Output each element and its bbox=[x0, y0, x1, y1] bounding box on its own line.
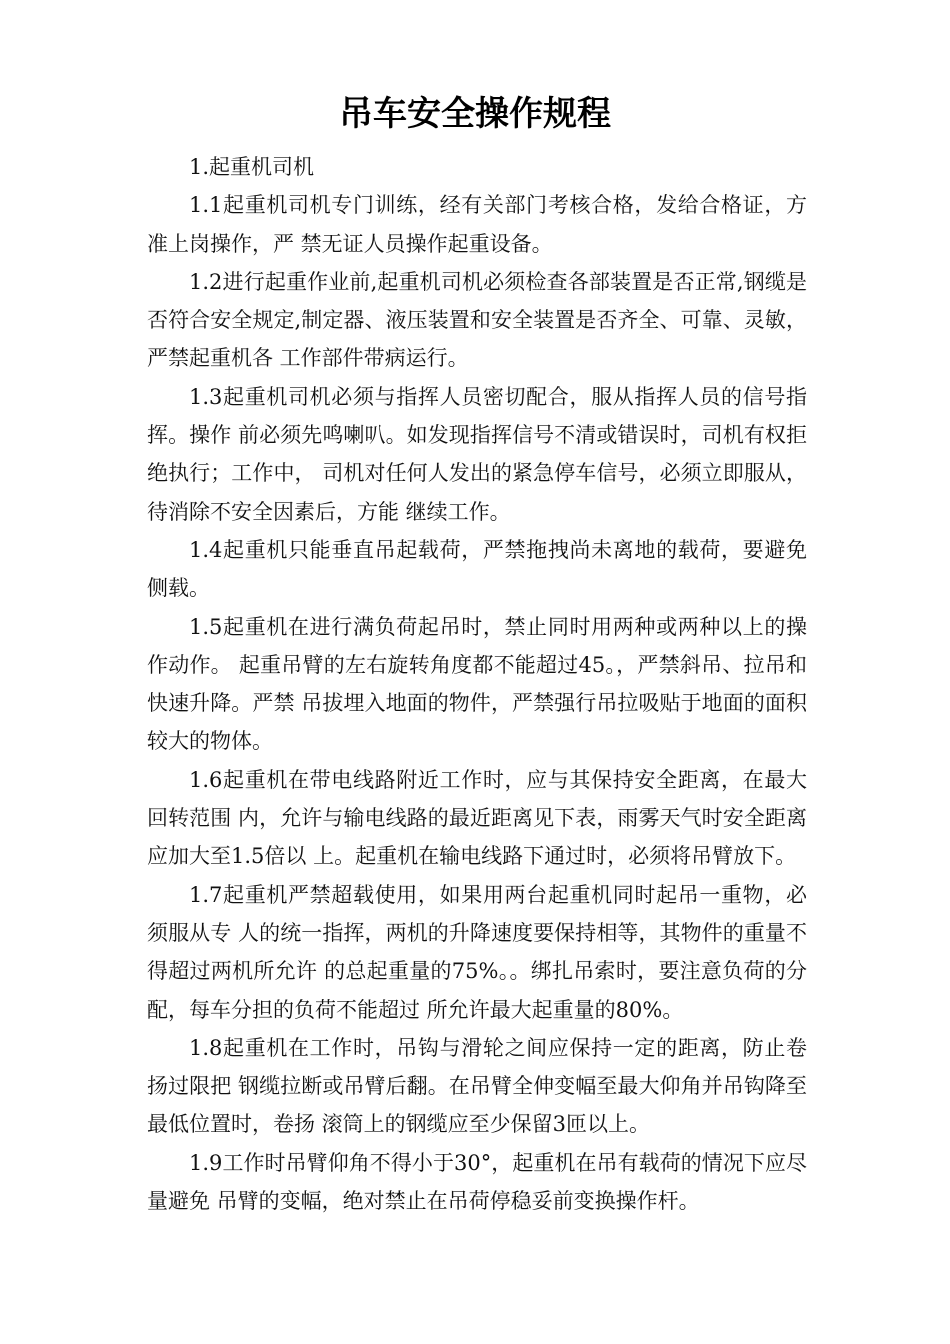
paragraph-1-6: 1.6起重机在带电线路附近工作时，应与其保持安全距离，在最大回转范围 内，允许与输电线路的最近距离见下表，雨雾天气时安全距离应加大至1.5倍以 上。起重机在输电线路下通过时，必须将吊臂放下。 bbox=[147, 767, 807, 869]
document-body bbox=[147, 148, 807, 1220]
paragraph-1-8: 1.8起重机在工作时，吊钩与滑轮之间应保持一定的距离，防止卷扬过限把 钢缆拉断或吊臂后翻。在吊臂全伸变幅至最大仰角并吊钩降至最低位置时，卷扬 滚筒上的钢缆应至少保留3匝以上。 bbox=[147, 1035, 807, 1137]
paragraph-1-4: 1.4起重机只能垂直吊起载荷，严禁拖拽尚未离地的载荷，要避免侧载。 bbox=[147, 537, 807, 601]
paragraph-1-9: 1.9工作时吊臂仰角不得小于30°，起重机在吊有载荷的情况下应尽量避免 吊臂的变幅，绝对禁止在吊荷停稳妥前变换操作杆。 bbox=[147, 1150, 807, 1214]
paragraph-1-7: 1.7起重机严禁超载使用，如果用两台起重机同时起吊一重物，必须服从专 人的统一指挥，两机的升降速度要保持相等，其物件的重量不得超过两机所允许 的总起重量的75%。。绑扎吊索时，要注意负荷的分配，每车分担的负荷不能超过 所允许最大起重量的80%。 bbox=[147, 882, 807, 1022]
paragraph-1-2: 1.2进行起重作业前,起重机司机必须检查各部装置是否正常,钢缆是否符合安全规定,制定器、液压装置和安全装置是否齐全、可靠、灵敏，严禁起重机各 工作部件带病运行。 bbox=[147, 269, 807, 371]
page-title: 吊车安全操作规程 bbox=[339, 94, 611, 134]
paragraph-1-5: 1.5起重机在进行满负荷起吊时，禁止同时用两种或两种以上的操作动作。 起重吊臂的左右旋转角度都不能超过45。，严禁斜吊、拉吊和快速升降。严禁 吊拔埋入地面的物件，严禁强行吊拉吸贴于地面的面积较大的物体。 bbox=[147, 614, 807, 754]
paragraph-1-3: 1.3起重机司机必须与指挥人员密切配合，服从指挥人员的信号指挥。操作 前必须先鸣喇叭。如发现指挥信号不清或错误时，司机有权拒绝执行；工作中， 司机对任何人发出的紧急停车信号，必须立即服从，待消除不安全因素后，方能 继续工作。 bbox=[147, 384, 807, 524]
paragraph-1-1: 1.1起重机司机专门训练，经有关部门考核合格，发给合格证，方准上岗操作，严 禁无证人员操作起重设备。 bbox=[147, 193, 807, 256]
section-heading: 1.起重机司机 bbox=[189, 155, 315, 179]
